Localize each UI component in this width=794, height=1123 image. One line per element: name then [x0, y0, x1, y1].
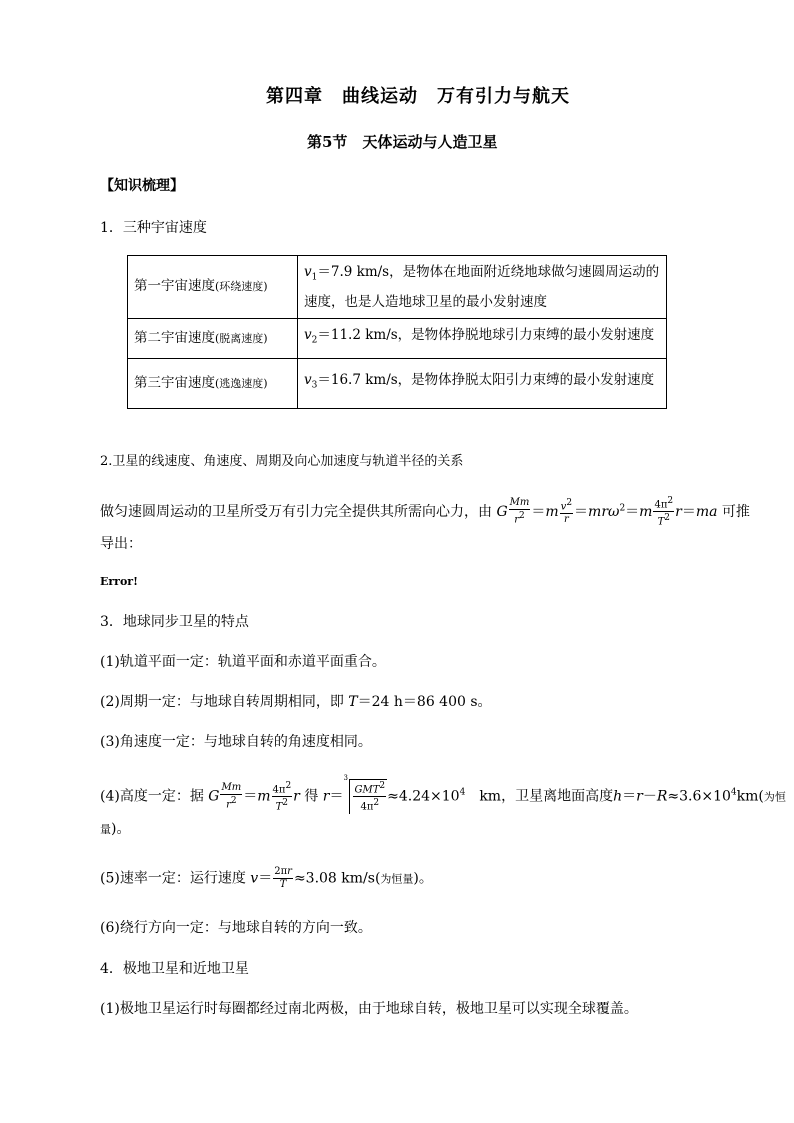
s3-item-3: (3)角速度一定：与地球自转的角速度相同。 [100, 734, 372, 750]
s3-item-2: (2)周期一定：与地球自转周期相同，即 T＝24 h＝86 400 s。 [100, 694, 492, 710]
chapter-title: 第四章 曲线运动 万有引力与航天 [266, 86, 570, 107]
s3-item-6: (6)绕行方向一定：与地球自转的方向一致。 [100, 920, 372, 936]
s2-heading: 2.卫星的线速度、角速度、周期及向心加速度与轨道半径的关系 [100, 454, 464, 469]
table-row [128, 256, 667, 319]
table-row [128, 318, 667, 358]
table-row [128, 358, 667, 408]
error-text: Error! [100, 575, 138, 588]
s2-paragraph-cont: 导出： [100, 536, 142, 552]
s3-item-5: (5)速率一定：运行速度 v＝ $\frac{2\pi r}{T}$ ≈3.08 km/s(为恒量)。 [100, 866, 433, 890]
s3-item-4: (4)高度一定：据 G $\frac{Mm}{r^2}$ ＝m $\frac{4\pi^2}{T^2}$ r 得 r＝ 3 $\frac{GMT^2}{4\pi^2}$ $\approx 4.24\times 10^4$ km，卫星离地面高度$h=r-R\approx 3.6\times 10^4km$(为恒 [100, 774, 786, 813]
s3-item-1: (1)轨道平面一定：轨道平面和赤道平面重合。 [100, 654, 386, 670]
s4-heading: 4．极地卫星和近地卫星 [100, 961, 249, 977]
s3-heading: 3．地球同步卫星的特点 [100, 614, 249, 630]
speed-desc-cell: $v_2=11.2$ km/s，是物体挣脱地球引力束缚的最小发射速度 [298, 318, 667, 358]
speed-name-cell: 第一宇宙速度(环绕速度) [128, 256, 298, 319]
gravitation-equation: G $\frac{Mm}{r^2}$ ＝m $\frac{v^2}{r}$ ＝mrω$^2$＝m $\frac{4\pi^2}{T^2}$ r＝ma [496, 496, 718, 528]
s2-paragraph: 做匀速圆周运动的卫星所受万有引力完全提供其所需向心力，由 G $\frac{Mm}{r^2}$ ＝m $\frac{v^2}{r}$ ＝mrω$^2$＝m $\frac{4\pi^2}{T^2}$ r＝ma 可推 [100, 496, 750, 528]
speed-desc-cell: $v_3=16.7$ km/s，是物体挣脱太阳引力束缚的最小发射速度 [298, 358, 667, 408]
s1-heading: 1．三种宇宙速度 [100, 220, 207, 236]
speed-name-cell: 第三宇宙速度(逃逸速度) [128, 358, 298, 408]
s4-item-1: (1)极地卫星运行时每圈都经过南北两极，由于地球自转，极地卫星可以实现全球覆盖。 [100, 1001, 638, 1017]
knowledge-heading: 【知识梳理】 [100, 178, 184, 194]
speed-name-cell: 第二宇宙速度(脱离速度) [128, 318, 298, 358]
s3-item-4-cont: 量)。 [100, 821, 131, 837]
speed-desc-cell: $v_1=7.9$ km/s，是物体在地面附近绕地球做匀速圆周运动的速度，也是人造地球卫星的最小发射速度 [298, 256, 667, 319]
section-title: 第5节 天体运动与人造卫星 [307, 133, 498, 151]
cosmic-speed-table [127, 255, 667, 409]
